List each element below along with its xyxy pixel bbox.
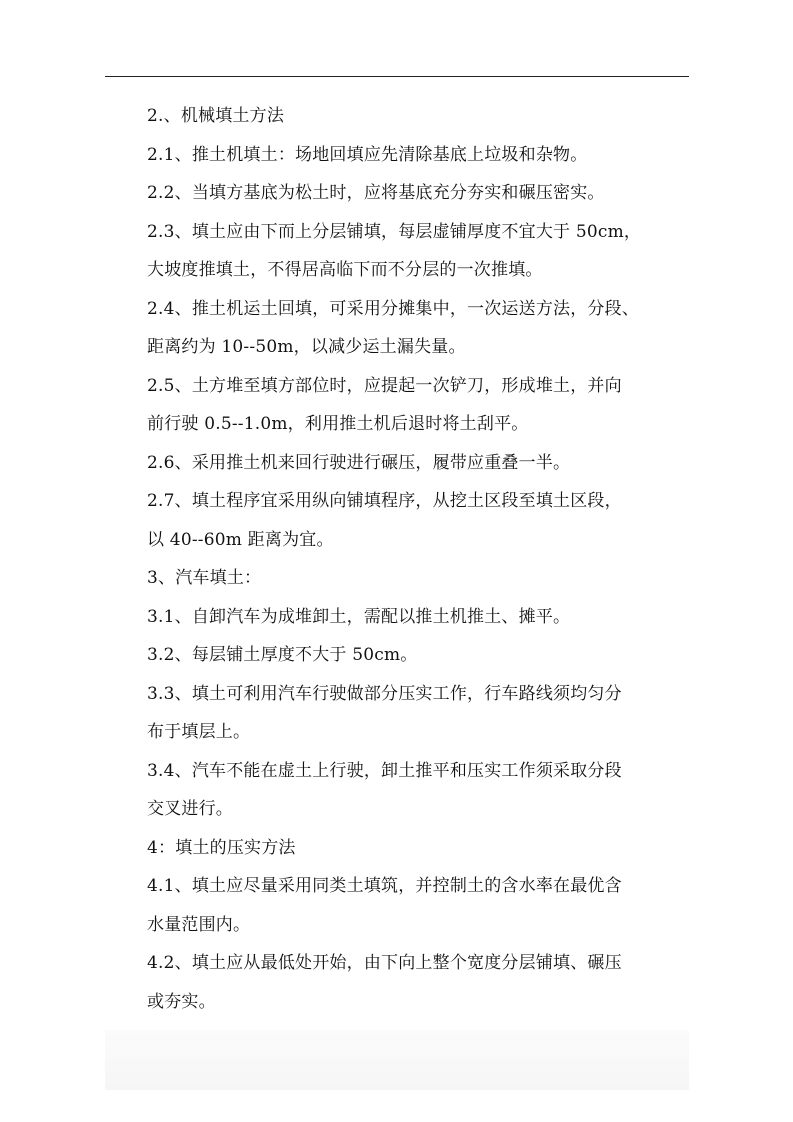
header-rule: [105, 76, 689, 77]
text-line: 或夯实。: [147, 991, 216, 1012]
footer-shade: [105, 1030, 689, 1090]
document-body: [147, 97, 667, 1021]
text-line: 2.3、填土应由下而上分层铺填，每层虚铺厚度不宜大于 50cm，: [147, 221, 642, 242]
text-line: 3.1、自卸汽车为成堆卸土，需配以推土机推土、摊平。: [147, 606, 571, 627]
text-line: 以 40--60m 距离为宜。: [147, 529, 334, 550]
heading-3-truck-filling: 3、汽车填土：: [147, 568, 262, 588]
text-line: 2.4、推土机运土回填，可采用分摊集中，一次运送方法，分段、: [147, 298, 640, 319]
text-line: 布于填层上。: [147, 722, 251, 742]
text-line: 4.1、填土应尽量采用同类土填筑，并控制土的含水率在最优含: [147, 876, 622, 896]
text-line: 2.2、当填方基底为松土时，应将基底充分夯实和碾压密实。: [147, 183, 605, 203]
text-line: 2.1、推土机填土：场地回填应先清除基底上垃圾和杂物。: [147, 144, 588, 165]
text-line: 距离约为 10--50m，以减少运土漏失量。: [147, 337, 466, 357]
text-line: 水量范围内。: [147, 914, 251, 935]
text-line: 3.2、每层铺土厚度不大于 50cm。: [147, 645, 418, 665]
heading-2-mechanical-filling: 2.、机械填土方法: [147, 106, 285, 126]
text-line: 3.3、填土可利用汽车行驶做部分压实工作，行车路线须均匀分: [147, 683, 622, 704]
text-line: 3.4、汽车不能在虚土上行驶，卸土推平和压实工作须采取分段: [147, 760, 622, 781]
text-line: 4.2、填土应从最低处开始，由下向上整个宽度分层铺填、碾压: [147, 953, 622, 973]
text-line: 2.6、采用推土机来回行驶进行碾压，履带应重叠一半。: [147, 452, 571, 473]
heading-4-compaction-methods: 4：填土的压实方法: [147, 837, 296, 858]
text-line: 2.5、土方堆至填方部位时，应提起一次铲刀，形成堆土，并向: [147, 375, 622, 396]
text-line: 大坡度推填土，不得居高临下而不分层的一次推填。: [147, 260, 543, 280]
text-line: 交叉进行。: [147, 799, 233, 819]
text-line: 前行驶 0.5--1.0m，利用推土机后退时将土刮平。: [147, 414, 529, 434]
text-line: 2.7、填土程序宜采用纵向铺填程序，从挖土区段至填土区段，: [147, 491, 622, 511]
